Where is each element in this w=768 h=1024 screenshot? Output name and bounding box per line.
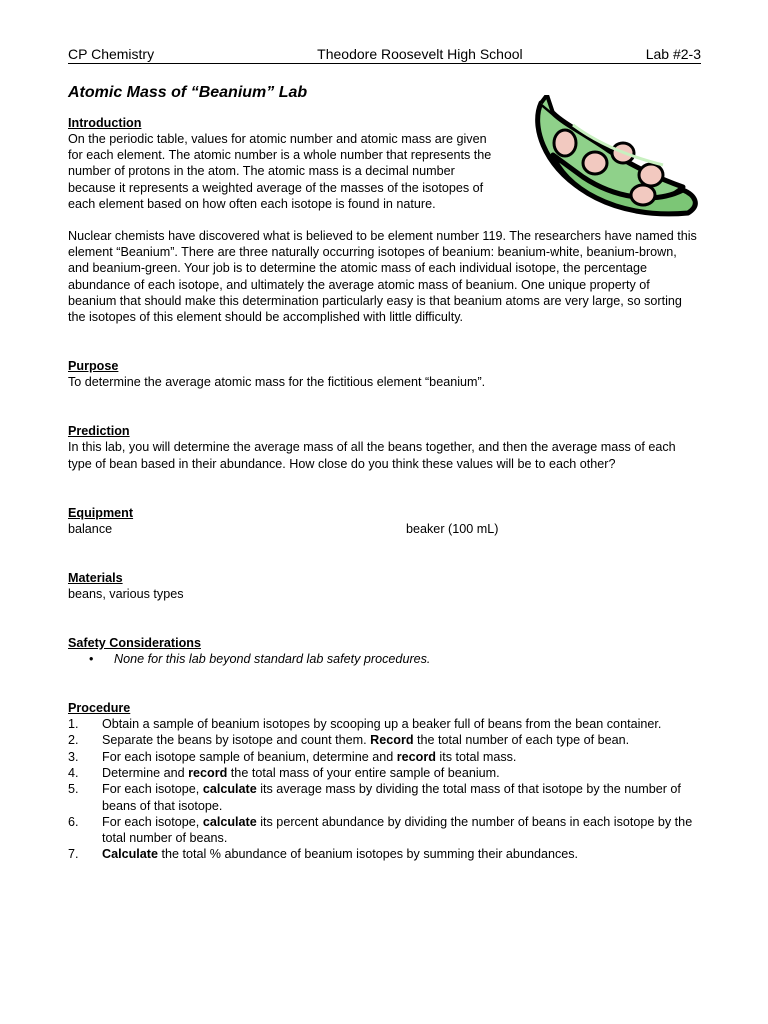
introduction-paragraph-1: On the periodic table, values for atomic number and atomic mass are given for each element. The atomic number is a whole number that represents the number of protons in the atom. The atomic mass is a decimal number because it represents a weighted average of the masses of the isotopes of each element based on how often each isotope is found in nature. — [68, 132, 492, 211]
purpose-section — [68, 358, 701, 390]
equipment-section — [68, 505, 701, 537]
step-number: 2. — [68, 733, 79, 748]
purpose-text: To determine the average atomic mass for the fictitious element “beanium”. — [68, 375, 486, 390]
step-text: Calculate the total % abundance of beanium isotopes by summing their abundances. — [102, 847, 579, 862]
step-text: For each isotope, calculate its percent abundance by dividing the number of beans in each isotope by the total number of beans. — [102, 814, 693, 846]
page-header — [68, 46, 701, 64]
document-page — [68, 46, 701, 863]
school-name: Theodore Roosevelt High School — [317, 46, 523, 62]
step-text: Obtain a sample of beanium isotopes by scooping up a beaker full of beans from the bean container. — [102, 717, 662, 732]
procedure-list — [68, 716, 701, 863]
step-number: 3. — [68, 749, 79, 764]
step-text: Separate the beans by isotope and count them. Record the total number of each type of bean. — [102, 733, 630, 748]
prediction-text: In this lab, you will determine the average mass of all the beans together, and then the average mass of each type of bean based in their abundance. How close do you think these values will be to each other? — [68, 440, 676, 471]
materials-text: beans, various types — [68, 586, 184, 601]
bean-pod-icon — [523, 95, 703, 225]
safety-heading: Safety Considerations — [68, 636, 201, 651]
step-number: 4. — [68, 765, 79, 780]
step-text: For each isotope, calculate its average mass by dividing the total mass of that isotope by the number of beans of that isotope. — [102, 782, 681, 813]
procedure-step — [68, 781, 701, 814]
step-number: 1. — [68, 717, 79, 732]
procedure-step — [68, 716, 701, 732]
safety-list — [68, 651, 701, 667]
procedure-step — [68, 765, 701, 781]
equipment-list — [68, 521, 701, 537]
procedure-section — [68, 700, 701, 863]
lab-number: Lab #2-3 — [645, 46, 701, 62]
step-number: 5. — [68, 782, 79, 797]
equipment-heading: Equipment — [68, 505, 134, 520]
procedure-step — [68, 814, 701, 847]
prediction-heading: Prediction — [68, 424, 130, 439]
lab-title: Atomic Mass of “Beanium” Lab — [68, 84, 308, 101]
safety-section — [68, 635, 701, 667]
step-text: Determine and record the total mass of your entire sample of beanium. — [102, 765, 500, 780]
prediction-section — [68, 423, 701, 471]
introduction-heading: Introduction — [68, 116, 142, 130]
step-text: For each isotope sample of beanium, determine and record its total mass. — [102, 749, 517, 764]
purpose-heading: Purpose — [68, 359, 119, 374]
materials-heading: Materials — [68, 570, 123, 585]
course-name: CP Chemistry — [68, 46, 155, 62]
procedure-heading: Procedure — [68, 701, 131, 716]
introduction-paragraph-2: Nuclear chemists have discovered what is believed to be element number 119. The researchers have named this element “Beanium”. There are three naturally occurring isotopes of beanium: beanium-white, beanium-brown, and beanium-green. Your job is to determine the atomic mass of each individual isotope, the percentage abundance of each isotope, and ultimately the average atomic mass of beanium. One unique property of beanium that should make this determination particularly easy is that beanium atoms are very large, so sorting the isotopes of this element should be accomplished with little difficulty. — [68, 229, 697, 325]
equipment-item: balance — [68, 521, 113, 536]
step-number: 6. — [68, 814, 79, 829]
equipment-item: beaker (100 mL) — [406, 521, 499, 536]
procedure-step — [68, 846, 701, 862]
safety-item: • None for this lab beyond standard lab safety procedures. — [68, 651, 701, 667]
procedure-step — [68, 732, 701, 748]
procedure-step — [68, 749, 701, 765]
materials-section — [68, 570, 701, 602]
step-number: 7. — [68, 847, 79, 862]
introduction-section — [68, 115, 701, 325]
